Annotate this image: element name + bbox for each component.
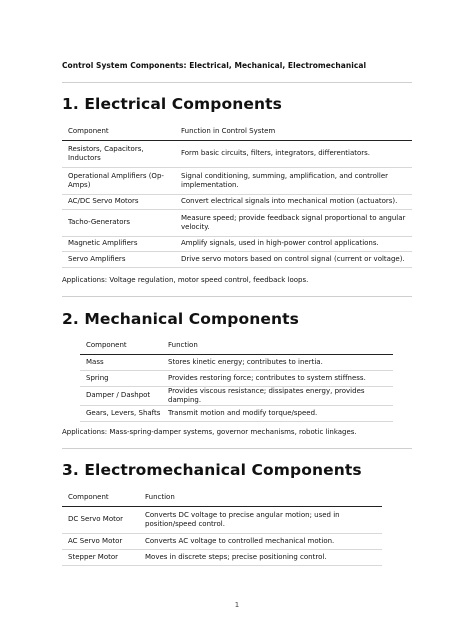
section-heading-electromechanical: 3. Electromechanical Components: [62, 461, 362, 479]
section-heading-mechanical: 2. Mechanical Components: [62, 310, 299, 328]
cell-function: Signal conditioning, summing, amplification, and controller implementation.: [175, 167, 412, 194]
column-header-component: Component: [62, 123, 175, 140]
applications-note-electrical: Applications: Voltage regulation, motor speed control, feedback loops.: [62, 276, 309, 284]
table-header-row: [80, 337, 393, 354]
cell-function: Converts DC voltage to precise angular motion; used in position/speed control.: [139, 506, 382, 533]
table-row: [62, 251, 412, 267]
cell-component: Operational Amplifiers (Op-Amps): [62, 167, 175, 194]
cell-component: Servo Amplifiers: [62, 251, 175, 267]
divider: [62, 296, 412, 297]
cell-function: Form basic circuits, filters, integrators, differentiators.: [175, 140, 412, 167]
cell-component: Resistors, Capacitors, Inductors: [62, 140, 175, 167]
column-header-component: Component: [80, 337, 162, 354]
table-row: [62, 140, 412, 167]
cell-function: Transmit motion and modify torque/speed.: [162, 405, 393, 421]
cell-component: Damper / Dashpot: [80, 386, 162, 405]
table-row: [80, 386, 393, 405]
electrical-components-table: [62, 123, 412, 268]
table-row: [62, 209, 412, 236]
cell-component: AC Servo Motor: [62, 533, 139, 549]
cell-component: Spring: [80, 370, 162, 386]
page-number: 1: [234, 601, 240, 609]
table-header-row: [62, 489, 382, 506]
cell-component: AC/DC Servo Motors: [62, 194, 175, 209]
table-row: [62, 236, 412, 251]
table-row: [62, 167, 412, 194]
table-row: [62, 533, 382, 549]
column-header-function: Function: [139, 489, 382, 506]
column-header-function: Function in Control System: [175, 123, 412, 140]
cell-function: Moves in discrete steps; precise positioning control.: [139, 549, 382, 565]
cell-component: Stepper Motor: [62, 549, 139, 565]
divider: [62, 448, 412, 449]
divider: [62, 82, 412, 83]
cell-function: Measure speed; provide feedback signal proportional to angular velocity.: [175, 209, 412, 236]
document-title: Control System Components: Electrical, Mechanical, Electromechanical: [62, 61, 367, 70]
cell-function: Provides viscous resistance; dissipates energy, provides damping.: [162, 386, 393, 405]
cell-function: Converts AC voltage to controlled mechanical motion.: [139, 533, 382, 549]
electromechanical-components-table: [62, 489, 382, 566]
table-header-row: [62, 123, 412, 140]
table-row: [80, 405, 393, 421]
cell-function: Stores kinetic energy; contributes to inertia.: [162, 354, 393, 370]
table-row: [62, 549, 382, 565]
table-row: [62, 194, 412, 209]
column-header-component: Component: [62, 489, 139, 506]
cell-component: Tacho-Generators: [62, 209, 175, 236]
table-row: [80, 370, 393, 386]
cell-component: Mass: [80, 354, 162, 370]
table-row: [62, 506, 382, 533]
section-heading-electrical: 1. Electrical Components: [62, 95, 282, 113]
cell-function: Convert electrical signals into mechanical motion (actuators).: [175, 194, 412, 209]
column-header-function: Function: [162, 337, 393, 354]
cell-function: Drive servo motors based on control signal (current or voltage).: [175, 251, 412, 267]
cell-component: Magnetic Amplifiers: [62, 236, 175, 251]
cell-component: Gears, Levers, Shafts: [80, 405, 162, 421]
cell-function: Provides restoring force; contributes to system stiffness.: [162, 370, 393, 386]
cell-component: DC Servo Motor: [62, 506, 139, 533]
applications-note-mechanical: Applications: Mass-spring-damper systems, governor mechanisms, robotic linkages.: [62, 428, 357, 436]
table-row: [80, 354, 393, 370]
cell-function: Amplify signals, used in high-power control applications.: [175, 236, 412, 251]
mechanical-components-table: [80, 337, 393, 422]
